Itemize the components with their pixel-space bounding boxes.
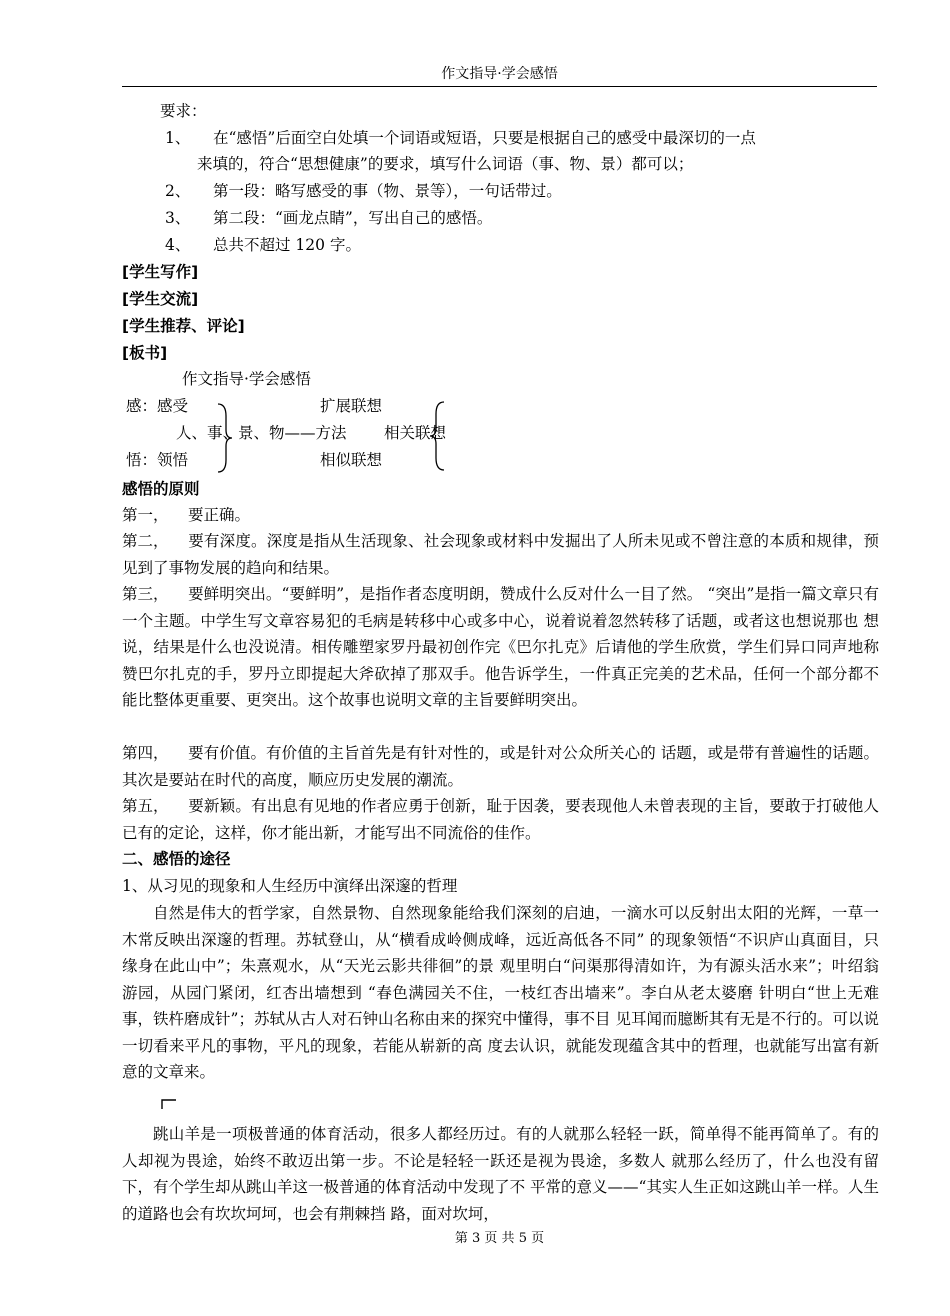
ways-paragraph-2: 跳山羊是一项极普通的体育活动，很多人都经历过。有的人就那么轻轻一跃，简单得不能再简单了。有的人却视为畏途，始终不敢迈出第一步。不论是轻轻一跃还是视为畏途，多数人 就那么经历了，什么也没有留下，有个学生却从跳山羊这一极普通的体育活动中发现了不 平常的意义——“其实人生正如这跳山羊一样。人生的道路也会有坎坎坷坷，也会有荆棘挡 路，面对坎坷， (122, 1125, 879, 1223)
principle-label: 第三， (122, 585, 169, 603)
board-right-top: 扩展联想 (320, 397, 383, 415)
principle-text: 要有深度。深度是指从生活现象、社会现象或材料中发掘出了人所未见或不曾注意的本质和规律，预见到了事物发展的趋向和结果。 (122, 532, 879, 577)
return-mark-icon (160, 1097, 178, 1111)
requirement-item-1-cont: 来填的，符合“思想健康”的要求，填写什么词语（事、物、景）都可以； (197, 155, 694, 173)
requirement-num: 4、 (165, 236, 191, 254)
requirement-item-1 (165, 125, 877, 152)
requirement-num: 2、 (165, 182, 191, 200)
ways-subtitle-1: 1、从习见的现象和人生经历中演绎出深邃的哲理 (122, 877, 458, 895)
ways-title: 二、感悟的途径 (122, 850, 231, 868)
requirements-title: 要求： (160, 102, 207, 120)
principle-text: 要有价值。有价值的主旨首先是有针对性的，或是针对公众所关心的 话题，或是带有普遍性的话题。其次是要站在时代的高度，顺应历史发展的潮流。 (122, 744, 879, 789)
board-left-bottom: 悟：领悟 (126, 451, 189, 469)
board-brace-right-icon (428, 400, 448, 472)
board-right-mid: 相关联想 (384, 424, 447, 442)
page-header: 作文指导·学会感悟 (441, 66, 558, 82)
section-board: [板书] (122, 344, 168, 362)
board-center: 人、事、景、物——方法 (176, 424, 347, 442)
section-student-exchange: [学生交流] (122, 290, 199, 308)
requirement-num: 1、 (165, 129, 191, 147)
principle-4 (122, 740, 879, 793)
section-student-recommend: [学生推荐、评论] (122, 317, 245, 335)
principle-label: 第四， (122, 744, 169, 762)
board-brace-left-icon (214, 402, 234, 474)
board-left-top: 感：感受 (126, 397, 189, 415)
requirement-item-3 (165, 205, 877, 232)
requirement-num: 3、 (165, 209, 191, 227)
principle-3 (122, 581, 879, 714)
ways-paragraph-1: 自然是伟大的哲学家，自然景物、自然现象能给我们深刻的启迪，一滴水可以反射出太阳的光辉，一草一木常反映出深邃的哲理。苏轼登山，从“横看成岭侧成峰，远近高低各不同” 的现象领悟“不识庐山真面目，只缘身在此山中”；朱熹观水，从“天光云影共徘徊”的景 观里明白“问渠那得清如许，为有源头活水来”；叶绍翁游园，从园门紧闭，红杏出墙想到 “春色满园关不住，一枝红杏出墙来”。李白从老太婆磨 针明白“世上无难事，铁杵磨成针”；苏轼从古人对石钟山名称由来的探究中懂得，事不目 见耳闻而臆断其有无是不行的。可以说一切看来平凡的事物，平凡的现象，若能从崭新的高 度去认识，就能发现蕴含其中的哲理，也就能写出富有新意的文章来。 (122, 904, 879, 1081)
principle-5 (122, 793, 879, 846)
header-rule (122, 86, 877, 87)
principle-label: 第五， (122, 797, 169, 815)
requirement-text: 在“感悟”后面空白处填一个词语或短语，只要是根据自己的感受中最深切的一点 (213, 129, 756, 147)
requirement-item-4 (165, 232, 877, 259)
requirement-text: 第一段：略写感受的事（物、景等），一句话带过。 (213, 182, 562, 200)
principles-title: 感悟的原则 (122, 480, 200, 498)
principle-text: 要正确。 (188, 506, 251, 524)
board-right-bottom: 相似联想 (320, 451, 383, 469)
requirement-text: 总共不超过 120 字。 (213, 236, 361, 254)
requirement-item-2 (165, 178, 877, 205)
page-footer: 第 3 页 共 5 页 (454, 1231, 545, 1246)
principle-label: 第二， (122, 532, 169, 550)
principle-label: 第一， (122, 506, 169, 524)
section-student-writing: [学生写作] (122, 263, 199, 281)
principle-text: 要新颖。有出息有见地的作者应勇于创新，耻于因袭，要表现他人未曾表现的主旨，要敢于打破他人已有的定论，这样，你才能出新，才能写出不同流俗的佳作。 (122, 797, 879, 842)
requirement-text: 第二段：“画龙点睛”，写出自己的感悟。 (213, 209, 493, 227)
principle-2 (122, 528, 879, 581)
principle-text: 要鲜明突出。“要鲜明”，是指作者态度明朗，赞成什么反对什么一目了然。 “突出”是指一篇文章只有一个主题。中学生写文章容易犯的毛病是转移中心或多中心，说着说着忽然转移了话题，或者这也想说那也 想说，结果是什么也没说清。相传雕塑家罗丹最初创作完《巴尔扎克》后请他的学生欣赏，学生们异口同声地称赞巴尔扎克的手，罗丹立即提起大斧砍掉了那双手。他告诉学生，一件真正完美的艺术品，任何一个部分都不能比整体更重要、更突出。这个故事也说明文章的主旨要鲜明突出。 (122, 585, 879, 709)
principle-1 (122, 502, 879, 529)
board-title: 作文指导·学会感悟 (182, 370, 311, 388)
